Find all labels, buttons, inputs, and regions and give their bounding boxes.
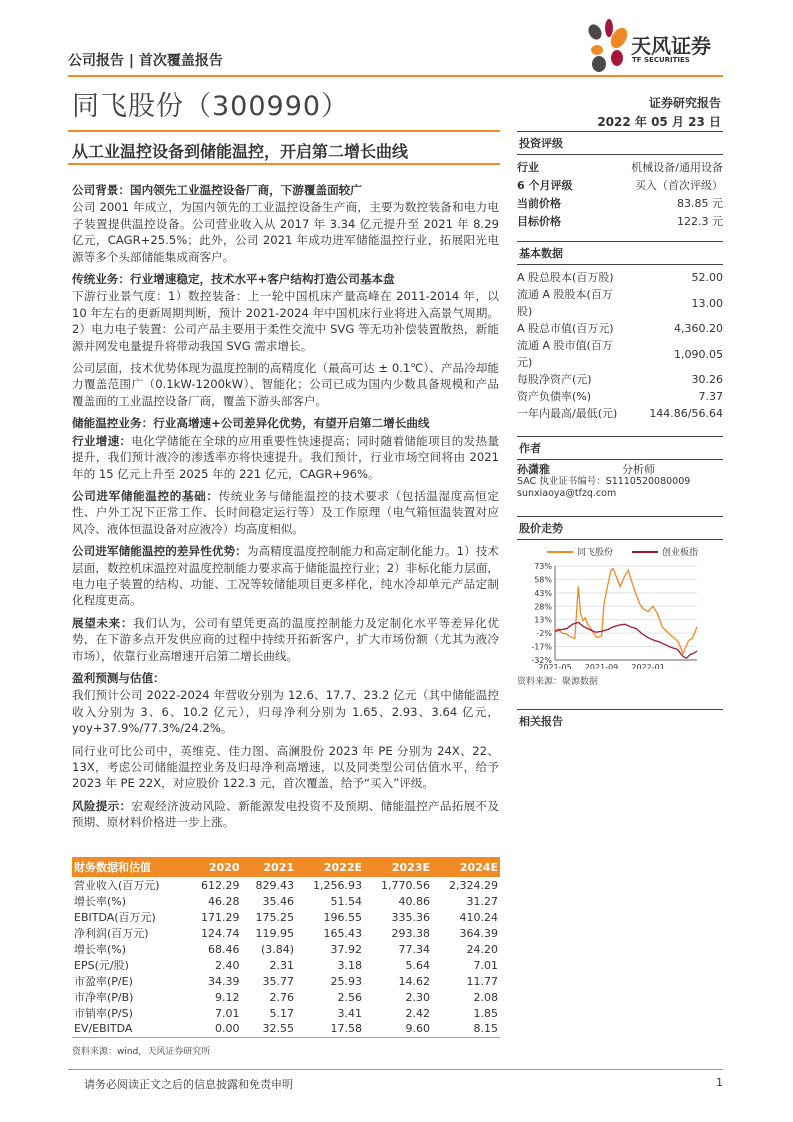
section-heading: 传统业务：行业增速稳定，技术水平+客户结构打造公司基本盘 — [72, 272, 395, 287]
stock-title: 同飞股份（300990） — [72, 91, 350, 122]
table-cell: 829.43 — [255, 878, 295, 892]
column-header: 2023E — [364, 857, 432, 877]
data-label: 流通 A 股股本(百万股) — [517, 288, 613, 318]
column-header: 2020 — [187, 857, 242, 877]
table-cell: 25.93 — [330, 974, 362, 988]
paragraph — [72, 615, 499, 664]
table-cell: (3.84) — [260, 942, 295, 956]
chart-heading: 股价走势 — [517, 516, 723, 540]
basic-data-heading: 基本数据 — [517, 241, 723, 265]
author-block — [517, 464, 723, 500]
table-cell: 9.12 — [214, 990, 240, 1004]
lead: 风险提示： — [72, 798, 132, 813]
row-label: 净利润(百万元) — [74, 927, 149, 940]
author-heading: 作者 — [517, 436, 723, 460]
footer-divider — [68, 1069, 723, 1070]
table-cell: 46.28 — [207, 894, 240, 908]
table-row — [72, 925, 500, 941]
column-header: 2024E — [432, 857, 500, 877]
data-value: 13.00 — [691, 296, 723, 310]
paragraph — [72, 798, 499, 831]
column-header: 2021 — [241, 857, 296, 877]
x-tick-label: 2021-05 — [538, 663, 572, 669]
table-cell: 51.54 — [330, 894, 362, 908]
chart-source: 资料来源：聚源数据 — [517, 677, 599, 687]
table-source: 资料来源：wind，天风证券研究所 — [72, 1046, 211, 1057]
data-value: 买入（首次评级） — [635, 179, 723, 192]
rating-heading: 投资评级 — [517, 131, 723, 155]
data-value: 122.3 元 — [677, 215, 723, 228]
table-cell: 124.74 — [200, 926, 240, 940]
row-label: 增长率(%) — [74, 895, 127, 908]
divider — [68, 130, 500, 132]
table-cell: 2.30 — [405, 990, 430, 1004]
data-value: 1,090.05 — [674, 347, 723, 361]
table-cell: 1,256.93 — [313, 878, 362, 892]
table-cell: 7.01 — [214, 1006, 240, 1020]
data-label: 当前价格 — [517, 197, 561, 210]
data-item — [517, 337, 723, 371]
row-label: 市净率(P/B) — [74, 991, 134, 1004]
data-item — [517, 320, 723, 337]
row-label: EV/EBITDA — [72, 1021, 187, 1037]
report-type: 证券研究报告 — [648, 96, 721, 110]
table-cell: 40.86 — [398, 894, 430, 908]
section-heading: 储能温控业务：行业高增速+公司差异化优势，有望开启第二增长曲线 — [72, 416, 430, 431]
logo-text: 天风证券 — [631, 34, 711, 58]
table-row — [72, 941, 500, 957]
table-cell: 335.36 — [391, 910, 430, 924]
data-item — [517, 159, 723, 177]
table-cell: 34.39 — [207, 974, 240, 988]
disclaimer-notice: 请务必阅读正文之后的信息披露和免责申明 — [84, 1078, 293, 1091]
paragraph — [72, 488, 499, 537]
table-cell: 8.15 — [432, 1021, 500, 1037]
basic-data-list — [517, 269, 723, 422]
rating-list — [517, 159, 723, 231]
divider — [68, 163, 500, 165]
table-cell: 31.27 — [466, 894, 498, 908]
table-cell: 0.00 — [187, 1021, 242, 1037]
page-number: 1 — [716, 1076, 723, 1089]
paragraph — [72, 433, 499, 482]
data-item — [517, 388, 723, 405]
data-item — [517, 195, 723, 213]
table-cell: 2,324.29 — [449, 878, 498, 892]
table-cell: 364.39 — [459, 926, 498, 940]
data-value: 144.86/56.64 — [649, 407, 723, 420]
data-label: 目标价格 — [517, 215, 561, 228]
table-cell: 2.76 — [269, 990, 295, 1004]
data-label: 每股净资产(元) — [517, 373, 592, 386]
table-cell: 5.17 — [269, 1006, 295, 1020]
paragraph — [72, 543, 499, 609]
section-heading: 盈利预测与估值： — [72, 670, 165, 685]
paragraph: 公司层面，技术优势体现为温度控制的高精度化（最高可达 ± 0.1℃）、产品冷却能力覆盖范围广（0.1kW-1200kW）、智能化；公司已成为国内少数具备规模和产品覆盖面的工业温控设备厂商，覆盖下游头部客户。 — [72, 361, 499, 408]
table-cell: 2.31 — [269, 958, 295, 972]
table-cell: 9.60 — [364, 1021, 432, 1037]
y-tick-label: 58% — [534, 575, 552, 585]
table-cell: 196.55 — [323, 910, 362, 924]
series-line-chinext — [555, 622, 697, 658]
table-row — [72, 989, 500, 1005]
table-cell: 612.29 — [200, 878, 240, 892]
table-cell: 119.95 — [255, 926, 295, 940]
table-cell: 2.08 — [473, 990, 498, 1004]
sidebar — [517, 131, 723, 736]
table-cell: 175.25 — [255, 910, 295, 924]
x-tick-label: 2022-01 — [631, 663, 665, 669]
row-label: 营业收入(百万元) — [74, 879, 160, 892]
breadcrumb: 公司报告 | 首次覆盖报告 — [68, 53, 223, 69]
stock-price-chart — [517, 544, 723, 669]
table-cell: 5.64 — [405, 958, 430, 972]
table-cell: 11.77 — [466, 974, 498, 988]
table-cell: 14.62 — [398, 974, 430, 988]
table-cell: 68.46 — [207, 942, 240, 956]
table-cell: 7.01 — [473, 958, 498, 972]
table-cell: 293.38 — [391, 926, 430, 940]
data-item — [517, 371, 723, 388]
paragraph: 我们预计公司 2022-2024 年营收分别为 12.6、17.7、23.2 亿元（其中储能温控收入分别为 3、6、10.2 亿元），归母净利分别为 1.65、2.93、3.64 亿元，yoy+37.9%/77.3%/24.2%。 — [72, 688, 499, 736]
logo-text-en: TF SECURITIES — [632, 56, 690, 64]
data-label: 资产负债率(%) — [517, 390, 592, 403]
table-cell: 32.55 — [241, 1021, 296, 1037]
data-item — [517, 177, 723, 195]
lead: 公司进军储能温控的差异性优势： — [72, 544, 247, 559]
author-role: 分析师 — [622, 463, 655, 476]
y-tick-label: -2% — [536, 629, 552, 639]
financial-table-wrap — [72, 857, 500, 1057]
summary-body — [72, 182, 499, 837]
row-label: 市盈率(P/E) — [74, 975, 133, 988]
row-label: 增长率(%) — [74, 943, 127, 956]
table-row — [72, 1005, 500, 1021]
paragraph: 公司 2001 年成立，为国内领先的工业温控设备生产商，主要为数控装备和电力电子装置提供温控设备。公司营业收入从 2017 年 3.34 亿元提升至 2021 年 8.29 亿元，CAGR+25.5%；此外，公司 2021 年成功进军储能温控行业，拓展阳光电源等多个头部储能集成商客户。 — [72, 200, 499, 264]
table-cell: 37.92 — [330, 942, 362, 956]
report-subtitle: 从工业温控设备到储能温控，开启第二增长曲线 — [72, 142, 409, 161]
financial-table — [72, 857, 500, 1038]
author-name: 孙潇雅 — [517, 463, 550, 476]
table-row — [72, 893, 500, 909]
author-email[interactable]: sunxiaoya@tfzq.com — [517, 488, 617, 499]
table-cell: 165.43 — [323, 926, 362, 940]
table-cell: 171.29 — [200, 910, 240, 924]
table-cell: 2.40 — [214, 958, 240, 972]
data-label: 流通 A 股市值(百万元) — [517, 339, 613, 369]
y-tick-label: -17% — [531, 642, 552, 652]
data-value: 52.00 — [691, 271, 723, 284]
text: 我们认为，公司有望凭更高的温度控制能力及定制化水平等差异化优势，在下游多点开发供应商的过程中持续开拓新客户，扩大市场份额（尤其为液冷市场），依靠行业高增速开启第二增长曲线。 — [72, 615, 499, 663]
table-cell: 35.46 — [262, 894, 295, 908]
divider — [68, 75, 723, 77]
text: 传统业务与储能温控的技术要求（包括温湿度高恒定性、户外工况下正常工作、长时间稳定运行等）及工作原理（电气箱恒温装置对应风冷、液体恒温设备对应液冷）均高度相似。 — [72, 488, 499, 536]
data-label: 行业 — [517, 161, 539, 174]
table-header-row — [72, 857, 500, 877]
lead: 行业增速： — [72, 433, 132, 448]
data-value: 4,360.20 — [674, 322, 723, 335]
table-cell: 17.58 — [296, 1021, 364, 1037]
table-cell: 1.85 — [473, 1006, 498, 1020]
tf-securities-logo — [583, 18, 733, 73]
text: 为高精度温度控制能力和高定制化能力。1）技术层面，数控机床温控对温度控制能力要求高于储能温控行业；2）非标化能力层面，电力电子装置的结构、功能、工况等较储能项目更多样化，纯水冷却单元产品定制化程度更高。 — [72, 544, 499, 608]
table-cell: 410.24 — [459, 910, 498, 924]
legend-label: 同飞股份 — [577, 548, 614, 558]
table-cell: 77.34 — [398, 942, 430, 956]
table-cell: 3.41 — [337, 1006, 362, 1020]
data-label: A 股总股本(百万股) — [517, 271, 614, 284]
column-header: 2022E — [296, 857, 364, 877]
y-tick-label: -32% — [531, 656, 552, 665]
data-value: 83.85 元 — [677, 197, 723, 210]
table-cell: 1,770.56 — [381, 878, 430, 892]
data-value: 30.26 — [691, 373, 723, 386]
legend-label: 创业板指 — [662, 548, 699, 558]
y-tick-label: 43% — [534, 588, 552, 598]
y-tick-label: 28% — [534, 602, 552, 612]
y-tick-label: 73% — [534, 562, 552, 571]
data-item — [517, 405, 723, 422]
author-sac: SAC 执业证书编号：S1110520080009 — [517, 476, 691, 487]
paragraph: 下游行业景气度：1）数控装备：上一轮中国机床产量高峰在 2011-2014 年，以 10 年左右的更新周期判断，预计 2021-2024 年中国机床行业将进入高景气周期。2）电力电子装置：公司产品主要用于柔性交流中 SVG 等无功补偿装置散热，新能源并网发电量提升将带动我国 SVG 需求增长。 — [72, 289, 499, 353]
table-row — [72, 973, 500, 989]
section-heading: 公司背景：国内领先工业温控设备厂商，下游覆盖面较广 — [72, 183, 362, 197]
table-row — [72, 909, 500, 925]
text: 宏观经济波动风险、新能源发电投资不及预期、储能温控产品拓展不及预期、原材料价格进一步上涨。 — [72, 798, 499, 830]
series-line-tongfei — [555, 569, 697, 654]
lead: 展望未来： — [72, 615, 134, 630]
report-date: 2022 年 05 月 23 日 — [597, 115, 721, 129]
table-cell: 2.42 — [405, 1006, 430, 1020]
column-header: 财务数据和估值 — [72, 857, 187, 877]
data-item — [517, 286, 723, 320]
data-value: 7.37 — [698, 390, 723, 403]
paragraph: 同行业可比公司中，英维克、佳力图、高澜股份 2023 年 PE 分别为 24X、22、13X，考虑公司储能温控业务及归母净利高增速，以及同类型公司估值水平，给予 2023 年 PE 22X，对应股价 122.3 元，首次覆盖，给予“买入”评级。 — [72, 743, 499, 791]
lead: 公司进军储能温控的基础： — [72, 488, 219, 503]
y-tick-label: 13% — [534, 615, 552, 625]
data-value: 机械设备/通用设备 — [631, 161, 723, 174]
data-item — [517, 213, 723, 231]
x-tick-label: 2021-09 — [584, 663, 619, 669]
text: 电化学储能在全球的应用重要性快速提高；同时随着储能项目的发热量提升，我们预计液冷的渗透率亦将快速提升。我们预计，行业市场空间将由 2021 年的 15 亿元上升至 2025 年的 221 亿元，CAGR+96%。 — [72, 433, 499, 481]
table-cell: 2.56 — [337, 990, 362, 1004]
data-label: 6 个月评级 — [517, 179, 573, 192]
table-cell: 35.77 — [262, 974, 295, 988]
table-cell: 3.18 — [337, 958, 362, 972]
table-cell: 24.20 — [466, 942, 498, 956]
data-label: A 股总市值(百万元) — [517, 322, 614, 335]
data-label: 一年内最高/最低(元) — [517, 407, 618, 420]
row-label: EBITDA(百万元) — [74, 911, 156, 924]
related-reports-heading: 相关报告 — [517, 709, 723, 732]
table-row — [72, 877, 500, 893]
table-row — [72, 957, 500, 973]
row-label: 市销率(P/S) — [74, 1007, 133, 1020]
table-row — [72, 1021, 500, 1037]
row-label: EPS(元/股) — [74, 959, 129, 972]
data-item — [517, 269, 723, 286]
